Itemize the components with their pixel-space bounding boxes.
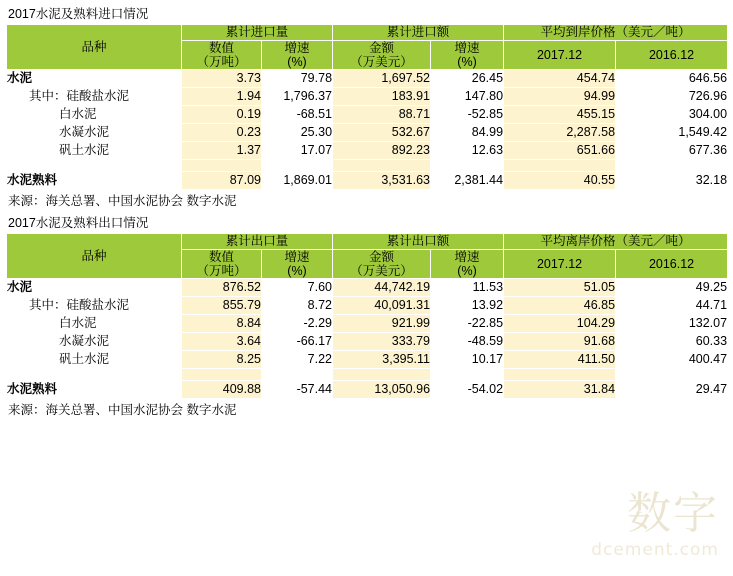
cell-volume-growth: 25.30 <box>262 124 333 142</box>
table-row <box>7 124 728 142</box>
header-value-amount <box>333 250 431 279</box>
header-group-price: 平均离岸价格（美元／吨） <box>504 234 728 250</box>
header-value-amount-line2: （万美元） <box>350 55 413 69</box>
row-label: 水泥 <box>7 70 182 88</box>
cell-volume-amount: 0.23 <box>182 124 262 142</box>
cell-volume-growth: -57.44 <box>262 381 333 399</box>
cell-volume-growth: 7.22 <box>262 351 333 369</box>
cell-price-2016: 646.56 <box>616 70 728 88</box>
cell-price-2017: 411.50 <box>504 351 616 369</box>
table-row <box>7 279 728 297</box>
header-group-price: 平均到岸价格（美元／吨） <box>504 25 728 41</box>
cell-value-growth: 12.63 <box>431 142 504 160</box>
cell-price-2017: 91.68 <box>504 333 616 351</box>
cell-value-growth <box>431 369 504 381</box>
cell-price-2017: 2,287.58 <box>504 124 616 142</box>
watermark-sub: dcement.com <box>591 540 719 560</box>
table-row <box>7 381 728 399</box>
header-group-value: 累计出口额 <box>333 234 504 250</box>
header-volume-amount <box>182 41 262 70</box>
cell-volume-amount: 1.94 <box>182 88 262 106</box>
row-label: 其中：硅酸盐水泥 <box>7 297 182 315</box>
cell-volume-amount: 3.64 <box>182 333 262 351</box>
cell-value-growth: -52.85 <box>431 106 504 124</box>
row-label: 白水泥 <box>7 106 182 124</box>
cell-volume-growth: 8.72 <box>262 297 333 315</box>
header-variety: 品种 <box>7 234 182 279</box>
cell-value-amount: 183.91 <box>333 88 431 106</box>
header-price-2017: 2017.12 <box>504 41 616 70</box>
cell-value-growth: -22.85 <box>431 315 504 333</box>
header-volume-growth <box>262 250 333 279</box>
export-table <box>6 233 728 399</box>
cell-value-growth: -48.59 <box>431 333 504 351</box>
cell-volume-growth: 1,869.01 <box>262 172 333 190</box>
table-row <box>7 172 728 190</box>
cell-volume-amount: 8.25 <box>182 351 262 369</box>
cell-value-growth: 84.99 <box>431 124 504 142</box>
header-value-amount <box>333 41 431 70</box>
cell-volume-growth: -66.17 <box>262 333 333 351</box>
cell-price-2016 <box>616 160 728 172</box>
header-volume-growth-line2: (%) <box>287 264 307 278</box>
table-spacer-row <box>7 369 728 381</box>
header-volume-amount <box>182 250 262 279</box>
cell-volume-amount: 3.73 <box>182 70 262 88</box>
cell-value-amount: 921.99 <box>333 315 431 333</box>
cell-value-growth: 10.17 <box>431 351 504 369</box>
header-price-2016: 2016.12 <box>616 250 728 279</box>
cell-volume-amount: 1.37 <box>182 142 262 160</box>
table-row <box>7 142 728 160</box>
header-volume-growth-line2: (%) <box>287 55 307 69</box>
cell-volume-amount <box>182 369 262 381</box>
cell-volume-amount <box>182 160 262 172</box>
cell-price-2017: 31.84 <box>504 381 616 399</box>
row-label: 矾土水泥 <box>7 142 182 160</box>
header-price-2016: 2016.12 <box>616 41 728 70</box>
cell-volume-amount: 855.79 <box>182 297 262 315</box>
cell-value-growth: -54.02 <box>431 381 504 399</box>
row-label: 水泥熟料 <box>7 381 182 399</box>
cell-value-amount: 892.23 <box>333 142 431 160</box>
cell-price-2016: 60.33 <box>616 333 728 351</box>
table-row <box>7 88 728 106</box>
cell-value-amount: 13,050.96 <box>333 381 431 399</box>
cell-price-2017 <box>504 160 616 172</box>
cell-price-2017: 40.55 <box>504 172 616 190</box>
watermark <box>591 488 719 570</box>
row-label <box>7 160 182 172</box>
cell-value-growth: 147.80 <box>431 88 504 106</box>
cell-value-amount: 333.79 <box>333 333 431 351</box>
header-value-amount-line1: 金额 <box>369 250 395 264</box>
cell-volume-amount: 87.09 <box>182 172 262 190</box>
table-row <box>7 351 728 369</box>
table-header-row-1 <box>7 234 728 250</box>
header-volume-growth-line1: 增速 <box>284 41 310 55</box>
row-label: 水泥 <box>7 279 182 297</box>
cell-volume-growth: -2.29 <box>262 315 333 333</box>
cell-price-2016: 400.47 <box>616 351 728 369</box>
cell-volume-growth: 17.07 <box>262 142 333 160</box>
header-value-growth-line1: 增速 <box>454 41 480 55</box>
cell-price-2017: 94.99 <box>504 88 616 106</box>
cell-value-amount: 3,531.63 <box>333 172 431 190</box>
cell-value-amount <box>333 369 431 381</box>
cell-price-2016: 304.00 <box>616 106 728 124</box>
header-price-2017: 2017.12 <box>504 250 616 279</box>
table-row <box>7 297 728 315</box>
header-volume-amount-line2: （万吨） <box>196 264 247 278</box>
row-label: 水凝水泥 <box>7 333 182 351</box>
cell-price-2017: 455.15 <box>504 106 616 124</box>
import-table <box>6 24 728 190</box>
header-group-volume: 累计出口量 <box>182 234 333 250</box>
header-value-amount-line1: 金额 <box>369 41 395 55</box>
cell-value-growth: 11.53 <box>431 279 504 297</box>
cell-price-2016: 32.18 <box>616 172 728 190</box>
header-value-growth <box>431 250 504 279</box>
header-group-value: 累计进口额 <box>333 25 504 41</box>
cell-volume-amount: 876.52 <box>182 279 262 297</box>
table-2-source: 来源：海关总署、中国水泥协会 数字水泥 <box>8 403 237 417</box>
cell-volume-growth <box>262 369 333 381</box>
cell-price-2016: 726.96 <box>616 88 728 106</box>
header-volume-growth <box>262 41 333 70</box>
table-row <box>7 70 728 88</box>
header-value-amount-line2: （万美元） <box>350 264 413 278</box>
cell-value-amount: 40,091.31 <box>333 297 431 315</box>
cell-price-2016: 677.36 <box>616 142 728 160</box>
cell-value-growth: 13.92 <box>431 297 504 315</box>
table-row <box>7 106 728 124</box>
cell-value-amount: 88.71 <box>333 106 431 124</box>
cell-value-amount: 1,697.52 <box>333 70 431 88</box>
header-group-volume: 累计进口量 <box>182 25 333 41</box>
cell-price-2017: 46.85 <box>504 297 616 315</box>
cell-volume-growth: 79.78 <box>262 70 333 88</box>
cell-value-amount: 532.67 <box>333 124 431 142</box>
header-value-growth <box>431 41 504 70</box>
cell-price-2017: 104.29 <box>504 315 616 333</box>
header-variety: 品种 <box>7 25 182 70</box>
header-volume-amount-line2: （万吨） <box>196 55 247 69</box>
table-2-caption: 2017水泥及熟料出口情况 <box>8 216 149 230</box>
header-volume-growth-line1: 增速 <box>284 250 310 264</box>
table-header-row-1 <box>7 25 728 41</box>
header-volume-amount-line1: 数值 <box>208 250 234 264</box>
cell-price-2016: 49.25 <box>616 279 728 297</box>
table-spacer-row <box>7 160 728 172</box>
header-value-growth-line1: 增速 <box>454 250 480 264</box>
header-value-growth-line2: (%) <box>457 264 477 278</box>
table-row <box>7 315 728 333</box>
cell-price-2017: 51.05 <box>504 279 616 297</box>
row-label <box>7 369 182 381</box>
cell-value-growth: 2,381.44 <box>431 172 504 190</box>
cell-price-2016: 29.47 <box>616 381 728 399</box>
cell-volume-amount: 0.19 <box>182 106 262 124</box>
cell-price-2016 <box>616 369 728 381</box>
cell-volume-growth: -68.51 <box>262 106 333 124</box>
cell-price-2017: 651.66 <box>504 142 616 160</box>
row-label: 矾土水泥 <box>7 351 182 369</box>
cell-volume-growth <box>262 160 333 172</box>
cell-value-growth <box>431 160 504 172</box>
cell-price-2016: 1,549.42 <box>616 124 728 142</box>
row-label: 其中：硅酸盐水泥 <box>7 88 182 106</box>
cell-price-2017 <box>504 369 616 381</box>
cell-value-amount: 44,742.19 <box>333 279 431 297</box>
row-label: 水凝水泥 <box>7 124 182 142</box>
table-1-caption: 2017水泥及熟料进口情况 <box>8 7 149 21</box>
table-row <box>7 333 728 351</box>
row-label: 白水泥 <box>7 315 182 333</box>
header-volume-amount-line1: 数值 <box>208 41 234 55</box>
cell-value-growth: 26.45 <box>431 70 504 88</box>
cell-volume-growth: 7.60 <box>262 279 333 297</box>
cell-volume-amount: 409.88 <box>182 381 262 399</box>
cell-price-2017: 454.74 <box>504 70 616 88</box>
cell-price-2016: 44.71 <box>616 297 728 315</box>
cell-price-2016: 132.07 <box>616 315 728 333</box>
header-value-growth-line2: (%) <box>457 55 477 69</box>
cell-volume-growth: 1,796.37 <box>262 88 333 106</box>
watermark-main: 数字 <box>627 488 719 539</box>
cell-value-amount: 3,395.11 <box>333 351 431 369</box>
row-label: 水泥熟料 <box>7 172 182 190</box>
cell-value-amount <box>333 160 431 172</box>
cell-volume-amount: 8.84 <box>182 315 262 333</box>
table-1-source: 来源：海关总署、中国水泥协会 数字水泥 <box>8 194 237 208</box>
